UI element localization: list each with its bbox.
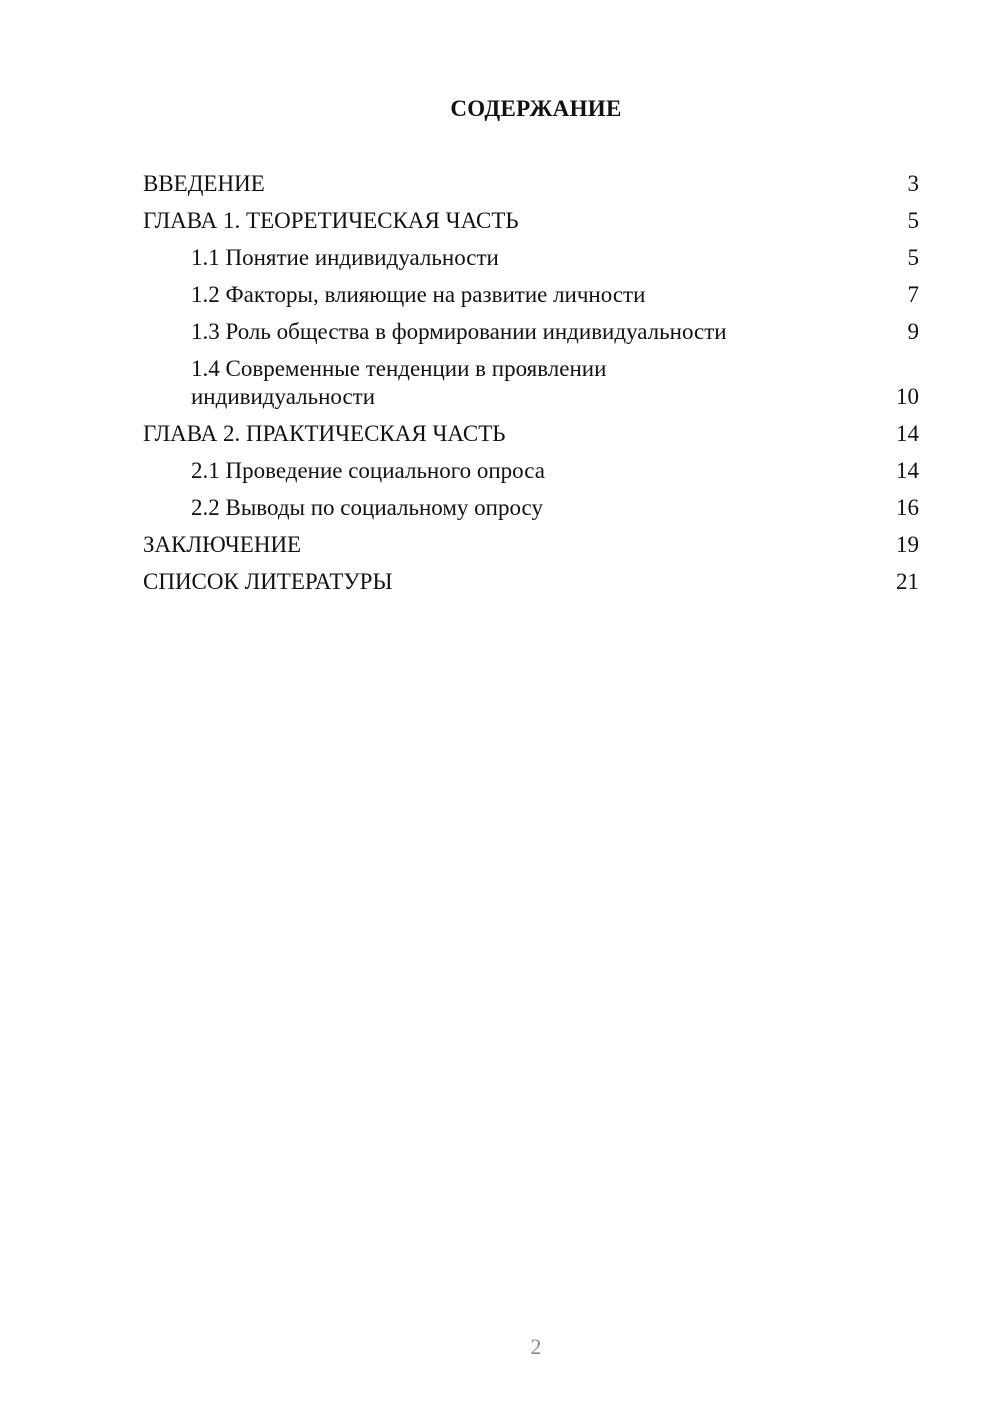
toc-entry-label: ЗАКЛЮЧЕНИЕ <box>143 532 302 557</box>
toc-entry-label: 1.2 Факторы, влияющие на развитие личности <box>191 282 646 307</box>
toc-entry-chapter-1[interactable] <box>143 207 919 235</box>
toc-entry-page: 19 <box>896 532 919 557</box>
toc-entry-section-1-3[interactable] <box>143 318 919 346</box>
toc-entry-section-2-2[interactable] <box>143 494 919 522</box>
toc-entry-page: 9 <box>907 319 919 344</box>
toc-entry-introduction[interactable] <box>143 170 919 198</box>
toc-entry-page: 14 <box>896 458 919 483</box>
toc-entry-section-1-2[interactable] <box>143 281 919 309</box>
toc-title: СОДЕРЖАНИЕ <box>450 96 622 121</box>
toc-entry-page: 3 <box>907 171 919 196</box>
toc-entry-page: 5 <box>907 245 919 270</box>
toc-entry-page: 5 <box>907 208 919 233</box>
toc-entry-chapter-2[interactable] <box>143 420 919 448</box>
toc-entry-label: 1.4 Современные тенденции в проявлении индивидуальности <box>191 356 607 409</box>
toc-entry-page: 16 <box>896 495 919 520</box>
toc-entry-page: 7 <box>907 282 919 307</box>
toc-entry-section-1-1[interactable] <box>143 244 919 272</box>
page-number: 2 <box>530 1334 542 1359</box>
toc-entry-conclusion[interactable] <box>143 531 919 559</box>
toc-entry-label: 2.2 Выводы по социальному опросу <box>191 495 543 520</box>
toc-entry-label: ГЛАВА 1. ТЕОРЕТИЧЕСКАЯ ЧАСТЬ <box>143 208 519 233</box>
table-of-contents <box>143 170 919 605</box>
toc-entry-section-2-1[interactable] <box>143 457 919 485</box>
toc-entry-label: ВВЕДЕНИЕ <box>143 171 265 196</box>
toc-entry-label: 1.1 Понятие индивидуальности <box>191 245 499 270</box>
toc-entry-page: 10 <box>896 384 919 409</box>
toc-entry-section-1-4[interactable] <box>143 355 919 411</box>
toc-entry-label: 2.1 Проведение социального опроса <box>191 458 545 483</box>
toc-entry-page: 21 <box>896 569 919 594</box>
toc-entry-references[interactable] <box>143 568 919 596</box>
toc-entry-label: СПИСОК ЛИТЕРАТУРЫ <box>143 569 393 594</box>
toc-entry-label: 1.3 Роль общества в формировании индивидуальности <box>191 319 727 344</box>
toc-entry-page: 14 <box>896 421 919 446</box>
toc-entry-label: ГЛАВА 2. ПРАКТИЧЕСКАЯ ЧАСТЬ <box>143 421 506 446</box>
